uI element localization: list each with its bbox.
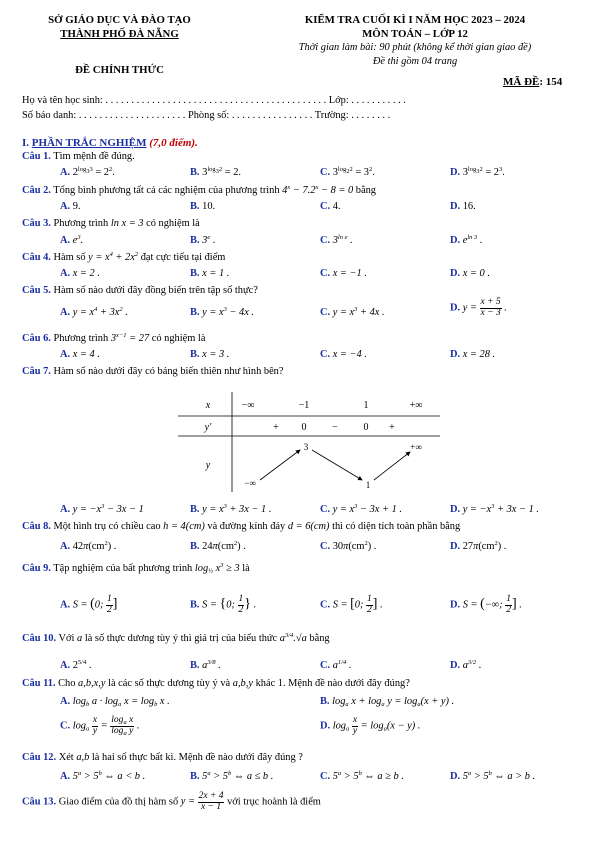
q5-option-a[interactable]: A. $y = x^4 + 3x^2$ . (60, 306, 128, 318)
bbt-sign-3: − (332, 422, 338, 433)
q5-option-c[interactable]: C. $y = x^3 + 4x$ . (320, 306, 385, 318)
city-name: THÀNH PHỐ ĐÀ NẴNG (60, 28, 179, 40)
q3-option-c[interactable]: C. $3^{ln e}$ . (320, 234, 353, 246)
q6-option-c[interactable]: C. x = −4 . (320, 349, 367, 360)
bbt-y-label: y (205, 460, 211, 471)
q12-option-a[interactable]: A. $5^a > 5^b$ ⇔ a < b . (60, 770, 146, 782)
question-13: Câu 13. Giao điểm của đồ thị hàm số y = $\frac{2x + 4}{x - 1}$ với trục hoành là điểm (22, 791, 321, 812)
exam-code (503, 76, 562, 88)
q8-option-c[interactable]: C. $30\pi(cm^2)$ . (320, 540, 377, 552)
q9-option-d[interactable]: D. S = (−∞; $\frac{1}{2}$ ] . (450, 594, 522, 615)
bbt-y-min: 1 (365, 480, 371, 490)
q11-option-a[interactable]: A. $\log_b a \cdot \log_a x = \log_b x$ . (60, 696, 170, 708)
q6-option-d[interactable]: D. x = 28 . (450, 349, 496, 360)
question-12-label: Câu 12. (22, 752, 57, 763)
question-1-label: Câu 1. (22, 151, 51, 162)
exam-code-value: : 154 (539, 76, 563, 88)
q7-option-a[interactable]: A. $y = -x^3 - 3x - 1$ (60, 503, 144, 515)
bbt-x-minus-1: −1 (298, 400, 310, 411)
q2-option-d[interactable]: D. 16. (450, 201, 476, 212)
question-4-label: Câu 4. (22, 252, 51, 263)
bbt-x-label: x (205, 400, 211, 411)
q12-option-d[interactable]: D. $5^a > 5^b$ ⇔ a > b . (450, 770, 536, 782)
q5-option-d[interactable]: D. y = $\frac{x + 5}{x - 3}$ . (450, 297, 507, 318)
question-11: Câu 11. Cho a,b,x,y là các số thực dương tùy ý và a,b,y khác 1. Mệnh đề nào dưới đây đúng? (22, 678, 410, 689)
bbt-x-pos-inf: +∞ (409, 400, 423, 411)
q9-option-c[interactable]: C. S = [0; $\frac{1}{2}$ ] . (320, 594, 383, 615)
q10-option-a[interactable]: A. $2^{5/4}$ . (60, 659, 92, 671)
question-7-label: Câu 7. (22, 366, 51, 377)
q8-option-d[interactable]: D. $27\pi(cm^2)$ . (450, 540, 507, 552)
question-9: Câu 9. Tập nghiệm của bất phương trình $\log_{\frac{1}{2}} x^3 \ge 3$ là (22, 562, 250, 575)
question-3-label: Câu 3. (22, 218, 51, 229)
question-1-text: Tìm mệnh đề đúng. (53, 151, 135, 162)
bbt-sign-5: + (389, 422, 395, 433)
q1-option-d[interactable]: D. $3^{log_32} = 2^3$. (450, 166, 505, 178)
q2-option-a[interactable]: A. 9. (60, 201, 81, 212)
q9-option-a[interactable]: A. S = (0; $\frac{1}{2}$ ] (60, 594, 118, 615)
bbt-sign-1: + (273, 422, 279, 433)
q1-option-b[interactable]: B. $3^{log_32} = 2$. (190, 166, 241, 178)
bbt-sign-2: 0 (301, 422, 307, 433)
q8-option-a[interactable]: A. $42\pi(cm^2)$ . (60, 540, 117, 552)
question-13-label: Câu 13. (22, 796, 57, 808)
question-2: Câu 2. Tổng bình phương tất cả các nghiệm của phương trình $4^x - 7.2^x - 8 = 0$ bằng (22, 184, 376, 196)
q11-option-c[interactable]: C. $\log_a$ $\frac{x}{y}$ = $\frac{\log_a x}{\log_a y}$ . (60, 715, 140, 737)
question-3: Câu 3. Phương trình ln x = 3 có nghiệm là (22, 218, 200, 229)
exam-code-label: MÃ ĐỀ (503, 76, 540, 88)
question-5-label: Câu 5. (22, 285, 51, 296)
q4-option-b[interactable]: B. x = 1 . (190, 268, 230, 279)
bbt-arrow-up-1 (260, 450, 300, 480)
q2-option-b[interactable]: B. 10. (190, 201, 216, 212)
question-6: Câu 6. Phương trình $3^{x-1} = 27$ có nghiệm là (22, 332, 206, 344)
bbt-y-neg-inf: −∞ (244, 478, 256, 488)
q4-option-c[interactable]: C. x = −1 . (320, 268, 367, 279)
q1-option-c[interactable]: C. $3^{log_22} = 3^2$. (320, 166, 375, 178)
section-title (22, 137, 198, 149)
pages-note: Đề thi gồm 04 trang (372, 56, 458, 67)
student-name-line: Họ và tên học sinh: . . . . . . . . . . . . . . . . . . . . . . . . . . . . . . . . . . . . . . . . . . . Lớp: . . . . . . . . . . . (22, 95, 406, 106)
q12-option-b[interactable]: B. $5^a > 5^b$ ⇔ a ≤ b . (190, 770, 274, 782)
question-9-label: Câu 9. (22, 563, 51, 574)
subject-title: MÔN TOÁN – LỚP 12 (362, 28, 468, 40)
bbt-y-max: 3 (303, 442, 309, 452)
q2-option-c[interactable]: C. 4. (320, 201, 341, 212)
q3-option-d[interactable]: D. $e^{ln 3}$ . (450, 234, 483, 246)
q1-option-a[interactable]: A. $2^{log_33} = 2^2$. (60, 166, 115, 178)
official-label: ĐỀ CHÍNH THỨC (75, 64, 164, 76)
question-10-label: Câu 10. (22, 633, 57, 644)
question-4: Câu 4. Hàm số $y = x^4 + 2x^2$ đạt cực tiểu tại điểm (22, 251, 226, 263)
question-1 (22, 151, 135, 162)
q4-option-a[interactable]: A. x = 2 . (60, 268, 100, 279)
section-number: I. (22, 137, 30, 149)
question-8-label: Câu 8. (22, 521, 51, 532)
exam-title: KIỂM TRA CUỐI KÌ I NĂM HỌC 2023 – 2024 (304, 14, 526, 26)
q10-option-c[interactable]: C. $a^{1/4}$ . (320, 659, 352, 671)
question-7: Câu 7. Hàm số nào dưới đây có bảng biến thiên như hình bên? (22, 366, 284, 377)
question-11-label: Câu 11. (22, 678, 56, 689)
q7-option-c[interactable]: C. $y = x^3 - 3x + 1$ . (320, 503, 403, 515)
q10-option-b[interactable]: B. $a^{3/8}$ . (190, 659, 221, 671)
section-name: PHẦN TRẮC NGHIỆM (31, 137, 147, 149)
q11-option-d[interactable]: D. $\log_a$ $\frac{x}{y}$ = $\log_a(x - y)$ . (320, 715, 421, 736)
q8-option-b[interactable]: B. $24\pi(cm^2)$ . (190, 540, 246, 552)
q4-option-d[interactable]: D. x = 0 . (450, 268, 490, 279)
bbt-arrow-down (312, 450, 362, 480)
bbt-y-pos-inf: +∞ (410, 442, 422, 452)
question-2-label: Câu 2. (22, 185, 51, 196)
question-12: Câu 12. Xét a,b là hai số thực bất kì. Mệnh đề nào dưới đây đúng ? (22, 752, 303, 763)
q9-option-b[interactable]: B. S = {0; $\frac{1}{2}$ } . (190, 594, 257, 615)
student-id-line: Số báo danh: . . . . . . . . . . . . . . . . . . . . . Phòng số: . . . . . . . . . . . . . . . . Trường: . . . . . . . . (22, 110, 391, 121)
q3-option-b[interactable]: B. 3e . (190, 234, 216, 246)
bbt-x-neg-inf: −∞ (241, 400, 255, 411)
question-5: Câu 5. Hàm số nào dưới đây đồng biến trên tập số thực? (22, 285, 258, 296)
q5-option-b[interactable]: B. $y = x^3 - 4x$ . (190, 306, 255, 318)
q7-option-b[interactable]: B. $y = x^3 + 3x - 1$ . (190, 503, 272, 515)
bbt-x-1: 1 (363, 400, 369, 411)
question-6-label: Câu 6. (22, 333, 51, 344)
bbt-sign-4: 0 (363, 422, 369, 433)
bbt-yp-label: y′ (204, 422, 212, 433)
time-note: Thời gian làm bài: 90 phút (không kể thời gian giao đề) (298, 42, 532, 53)
q6-option-a[interactable]: A. x = 4 . (60, 349, 100, 360)
question-10: Câu 10. Với a là số thực dương tùy ý thì giá trị của biểu thức $a^{3/4}.√a$ bằng (22, 632, 330, 644)
variation-table (178, 392, 440, 492)
q6-option-b[interactable]: B. x = 3 . (190, 349, 230, 360)
q7-option-d[interactable]: D. $y = -x^3 + 3x - 1$ . (450, 503, 540, 515)
section-points: (7,0 điểm). (149, 137, 198, 149)
q11-option-b[interactable]: B. $\log_a x + \log_a y = \log_a(x + y)$ . (320, 696, 455, 708)
question-8: Câu 8. Một hình trụ có chiều cao h = 4(cm) và đường kính đáy d = 6(cm) thì có diện tích toàn phần bằng (22, 521, 461, 532)
q3-option-a[interactable]: A. $e^3$. (60, 234, 84, 246)
q12-option-c[interactable]: C. $5^a > 5^b$ ⇔ a ≥ b . (320, 770, 404, 782)
department-name: SỞ GIÁO DỤC VÀ ĐÀO TẠO (48, 14, 191, 26)
bbt-arrow-up-2 (374, 452, 410, 480)
q10-option-d[interactable]: D. $a^{3/2}$ . (450, 659, 482, 671)
